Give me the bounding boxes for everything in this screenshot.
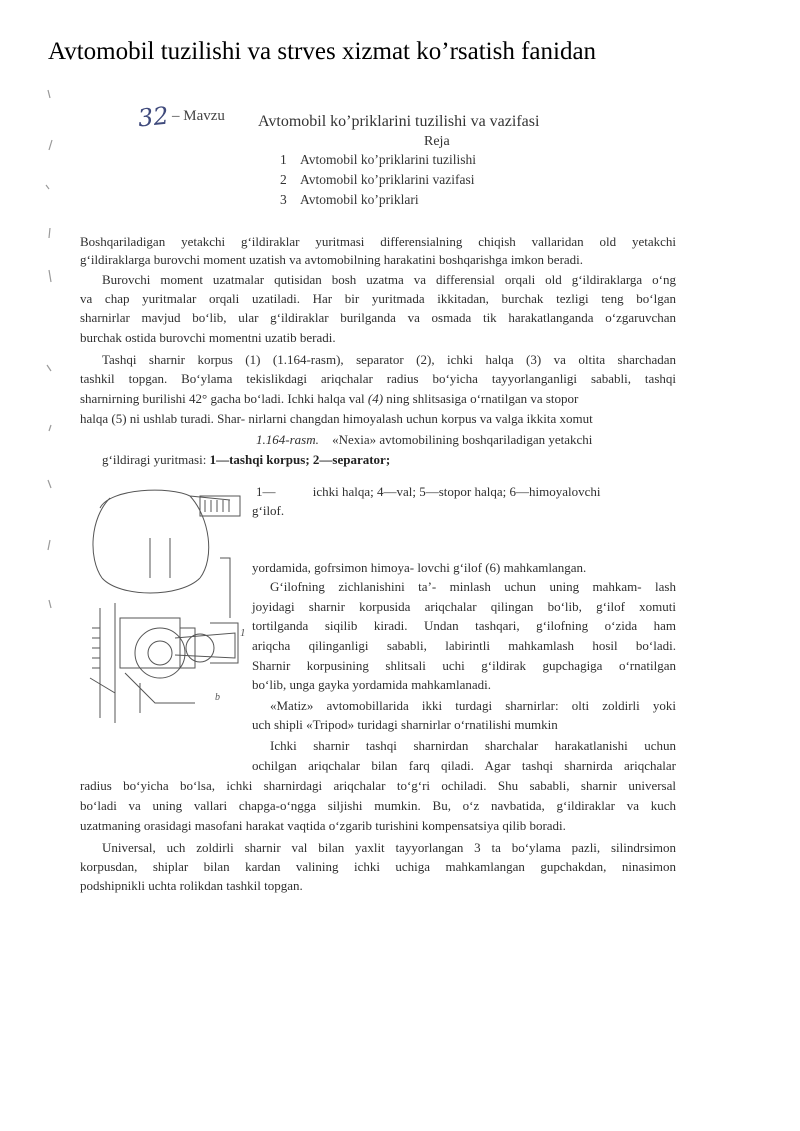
caption-text: g‘ildiragi yuritmasi: bbox=[102, 452, 207, 467]
topic-title: Avtomobil ko’priklarini tuzilishi va vazifasi bbox=[258, 113, 540, 130]
paragraph-line: tortilganda siqilib kiradi. Undan tashqari, g‘ilofning o‘zida ham bbox=[252, 618, 676, 633]
figure-caption bbox=[256, 484, 601, 500]
paragraph-line: Boshqariladigan yetakchi g‘ildiraklar yuritmasi differensialning chiqish vallaridan old yetakchi bbox=[80, 234, 676, 249]
caption-text: «Nexia» avtomobilining boshqariladigan yetakchi bbox=[332, 432, 593, 447]
paragraph-line: podshipnikli uchta rolikdan tashkil topgan. bbox=[80, 878, 303, 893]
plan-item bbox=[280, 150, 476, 170]
caption-text: ichki halqa; 4—val; 5—stopor halqa; 6—himoyalovchi bbox=[312, 484, 601, 499]
plan-item-text: Avtomobil ko’priklarini tuzilishi bbox=[300, 152, 476, 167]
paragraph-line: radius bo‘yicha bo‘lsa, ichki sharnirdagi ariqchalar to‘g‘ri ochiladi. Shu sababli, sharnir universal bbox=[80, 778, 676, 793]
paragraph-line: g‘ildiraklarga burovchi moment uzatish va avtomobilning harakatini boshqarishga imkon beradi. bbox=[80, 252, 584, 267]
paragraph-line: halqa (5) ni ushlab turadi. Shar- nirlarni changdan himoyalash uchun korpus va valga ikkita xomut bbox=[80, 411, 593, 426]
figure-drive-assembly bbox=[80, 478, 255, 733]
paragraph-line: burchak ostida burovchi momentni uzatib beradi. bbox=[80, 330, 336, 345]
paragraph-line: joyidagi sharnir korpusida ariqchalar qilingan bo‘lib, g‘ilof xomuti bbox=[252, 599, 676, 614]
paragraph-line: tashkil topgan. Bo‘ylama tekislikdagi ariqchalar radius bo‘yicha tayyorlanganligi sababli, tashqi bbox=[80, 371, 676, 386]
caption-text: 1— bbox=[256, 484, 276, 499]
figure-caption: g‘ilof. bbox=[252, 503, 285, 518]
paragraph-line: uzatmaning orasidagi masofani harakat vaqtida o‘zgarib turishini kompensatsiya qilib boradi. bbox=[80, 818, 566, 833]
plan-item-number: 2 bbox=[280, 172, 287, 187]
plan-title: Reja bbox=[424, 134, 450, 149]
paragraph-line: yordamida, gofrsimon himoya- lovchi g‘ilof (6) mahkamlangan. bbox=[252, 560, 587, 575]
figure-caption bbox=[102, 452, 390, 468]
plan-item bbox=[280, 190, 476, 210]
plan-item-number: 3 bbox=[280, 192, 287, 207]
paragraph-line: sharnirlar mavjud bo‘lib, ular g‘ildiraklar burilganda va osmada tik harakatlanganda o‘zgaruvchan bbox=[80, 310, 676, 325]
paragraph-line: ochilgan ariqchalar bilan farq qiladi. Agar tashqi sharnirda ariqchalar bbox=[252, 758, 676, 773]
plan-list bbox=[280, 150, 476, 210]
page-header-title: Avtomobil tuzilishi va strves xizmat ko’rsatish fanidan bbox=[48, 38, 597, 65]
figure-label: b bbox=[215, 692, 220, 703]
paragraph-line: Sharnir korpusining shlitsali uchi g‘ildirak gupchagiga o‘rnatilgan bbox=[252, 658, 676, 673]
plan-item-number: 1 bbox=[280, 152, 287, 167]
figure-label: 1 bbox=[240, 627, 246, 639]
paragraph-line: Tashqi sharnir korpus (1) (1.164-rasm), separator (2), ichki halqa (3) va oltita sharchadan bbox=[102, 352, 676, 367]
plan-item-text: Avtomobil ko’priklari bbox=[300, 192, 419, 207]
paragraph-line: G‘ilofning zichlanishini ta’- minlash uchun uning mahkam- lash bbox=[270, 579, 676, 594]
text-span-italic: (4) bbox=[367, 391, 384, 406]
paragraph-line: ariqcha qilinganligi sababli, labirintli mahkamlash hosil bo‘ladi. bbox=[252, 638, 676, 653]
plan-item-text: Avtomobil ko’priklarini vazifasi bbox=[300, 172, 475, 187]
paragraph-line bbox=[80, 391, 578, 407]
figure-caption bbox=[256, 432, 676, 448]
paragraph-line: bo‘lib, unga gayka yordamida mahkamlanadi. bbox=[252, 677, 491, 692]
plan-item bbox=[280, 170, 476, 190]
figure-ref: 1.164-rasm. bbox=[256, 432, 319, 447]
paragraph-line: Ichki sharnir tashqi sharnirdan sharchalar harakatlanishi uchun bbox=[270, 738, 676, 753]
caption-bold: 1—tashqi korpus; 2—separator; bbox=[209, 452, 391, 467]
paragraph-line: «Matiz» avtomobillarida ikki turdagi sharnirlar: olti zoldirli yoki bbox=[270, 698, 676, 713]
margin-marks bbox=[40, 80, 60, 640]
text-span: sharnirning burilishi 42° gacha bo‘ladi. Ichki halqa val bbox=[80, 391, 365, 406]
paragraph-line: va chap yuritmalar orqali uzatiladi. Har bir yuritmada ikkitadan, burchak tezligi teng bo‘lgan bbox=[80, 291, 676, 306]
topic-label: – Mavzu bbox=[172, 108, 225, 124]
paragraph-line: Burovchi moment uzatmalar qutisidan bosh uzatma va differensial orqali old g‘ildiraklarga o‘ng bbox=[102, 272, 676, 287]
paragraph-line: korpusdan, shiplar bilan kardan valining ichki uchiga mahkamlangan gupchakdan, ninasimon bbox=[80, 859, 676, 874]
paragraph-line: bo‘ladi va uning vallari chapga-o‘ngga siljishi mumkin. Bu, o‘z navbatida, g‘ildiraklar va kuch bbox=[80, 798, 676, 813]
paragraph-line: Universal, uch zoldirli sharnir val bilan yaxlit tayyorlangan 3 ta bo‘ylama pazli, silindrsimon bbox=[102, 840, 676, 855]
topic-number: 32 bbox=[136, 101, 170, 133]
paragraph-line: uch shipli «Tripod» turidagi sharnirlar o‘rnatilishi mumkin bbox=[252, 717, 558, 732]
text-span: ning shlitsasiga o‘rnatilgan va stopor bbox=[386, 391, 579, 406]
